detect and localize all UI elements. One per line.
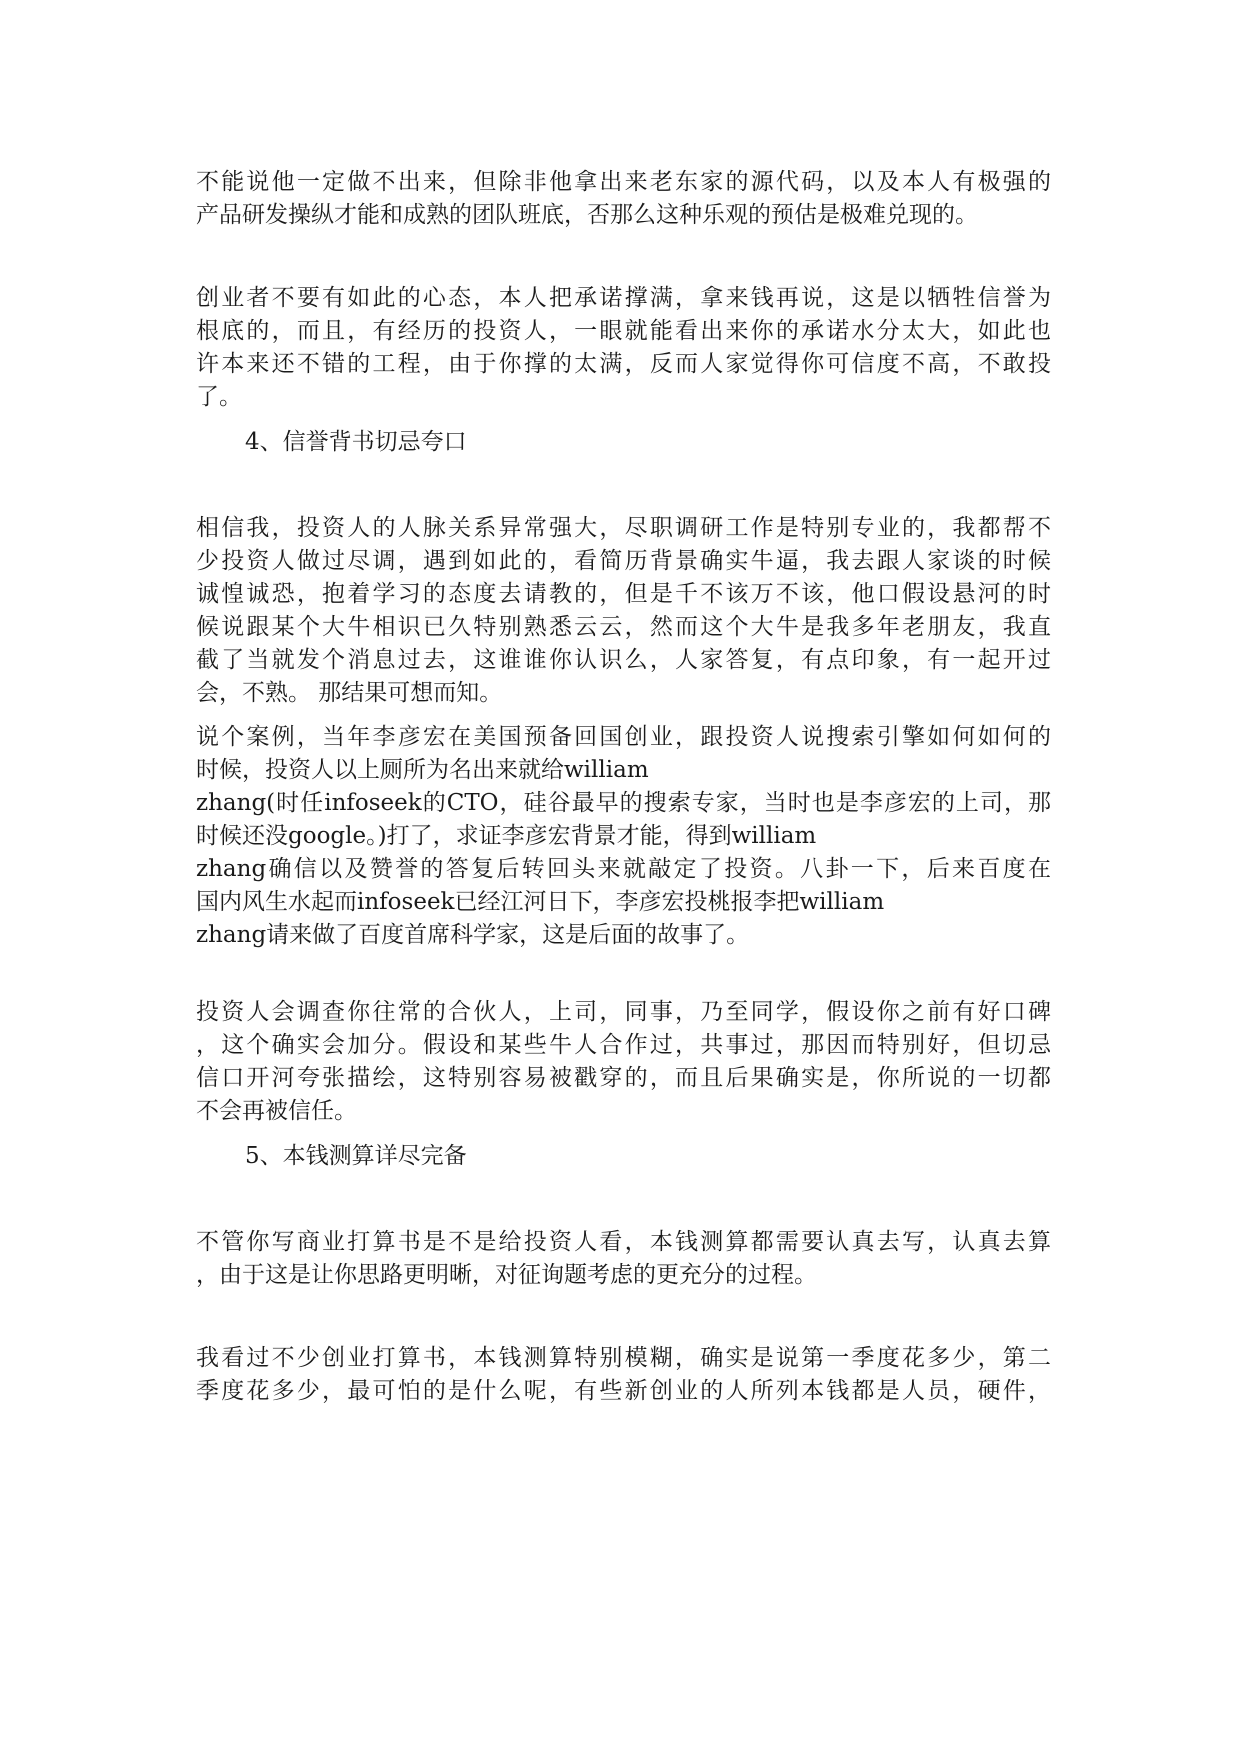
paragraph (196, 1226, 1051, 1292)
text-line: 国内风生水起而infoseek已经江河日下，李彦宏投桃报李把william (196, 889, 885, 915)
text-line: 产品研发操纵才能和成熟的团队班底，否那么这种乐观的预估是极难兑现的。 (196, 202, 978, 228)
text-line: 我看过不少创业打算书，本钱测算特别模糊，确实是说第一季度花多少，第二 (196, 1345, 1051, 1371)
text-line: 会，不熟。 那结果可想而知。 (196, 680, 503, 706)
paragraph (196, 282, 1051, 414)
text-line: 诚惶诚恐，抱着学习的态度去请教的，但是千不该万不该，他口假设悬河的时 (196, 581, 1051, 607)
paragraph (196, 721, 1051, 952)
paragraph (196, 512, 1051, 710)
paragraph (196, 166, 1051, 232)
heading-text: 4、信誉背书切忌夸口 (245, 429, 467, 455)
section-heading (196, 426, 1051, 459)
text-line: 说个案例，当年李彦宏在美国预备回国创业，跟投资人说搜索引擎如何如何的 (196, 724, 1051, 750)
text-line: zhang确信以及赞誉的答复后转回头来就敲定了投资。八卦一下，后来百度在 (196, 856, 1051, 882)
text-line: 时候还没google。)打了，求证李彦宏背景才能，得到william (196, 823, 817, 849)
text-line: ，由于这是让你思路更明晰，对征询题考虑的更充分的过程。 (196, 1262, 817, 1288)
text-line: ，这个确实会加分。假设和某些牛人合作过，共事过，那因而特别好，但切忌 (196, 1032, 1051, 1058)
text-line: 截了当就发个消息过去，这谁谁你认识么，人家答复，有点印象，有一起开过 (196, 647, 1051, 673)
text-line: 不会再被信任。 (196, 1098, 357, 1124)
text-line: 不能说他一定做不出来，但除非他拿出来老东家的源代码，以及本人有极强的 (196, 169, 1051, 195)
text-line: zhang请来做了百度首席科学家，这是后面的故事了。 (196, 922, 750, 948)
text-line: 许本来还不错的工程，由于你撑的太满，反而人家觉得你可信度不高，不敢投 (196, 351, 1051, 377)
text-line: 候说跟某个大牛相识已久特别熟悉云云，然而这个大牛是我多年老朋友，我直 (196, 614, 1051, 640)
document-page (196, 0, 1051, 1754)
text-line: zhang(时任infoseek的CTO，硅谷最早的搜索专家，当时也是李彦宏的上司，那 (196, 790, 1051, 816)
paragraph (196, 1342, 1051, 1408)
text-line: 了。 (196, 384, 242, 410)
text-line: 创业者不要有如此的心态，本人把承诺撑满，拿来钱再说，这是以牺牲信誉为 (196, 285, 1051, 311)
section-heading (196, 1140, 1051, 1173)
text-line: 时候，投资人以上厕所为名出来就给william (196, 757, 649, 783)
text-line: 投资人会调查你往常的合伙人，上司，同事，乃至同学，假设你之前有好口碑 (196, 999, 1051, 1025)
text-line: 不管你写商业打算书是不是给投资人看，本钱测算都需要认真去写，认真去算 (196, 1229, 1051, 1255)
text-line: 季度花多少，最可怕的是什么呢，有些新创业的人所列本钱都是人员，硬件， (196, 1378, 1051, 1404)
paragraph (196, 996, 1051, 1128)
text-line: 根底的，而且，有经历的投资人，一眼就能看出来你的承诺水分太大，如此也 (196, 318, 1051, 344)
text-line: 少投资人做过尽调，遇到如此的，看简历背景确实牛逼，我去跟人家谈的时候 (196, 548, 1051, 574)
heading-text: 5、本钱测算详尽完备 (245, 1143, 467, 1169)
text-line: 相信我，投资人的人脉关系异常强大，尽职调研工作是特别专业的，我都帮不 (196, 515, 1051, 541)
text-line: 信口开河夸张描绘，这特别容易被戳穿的，而且后果确实是，你所说的一切都 (196, 1065, 1051, 1091)
